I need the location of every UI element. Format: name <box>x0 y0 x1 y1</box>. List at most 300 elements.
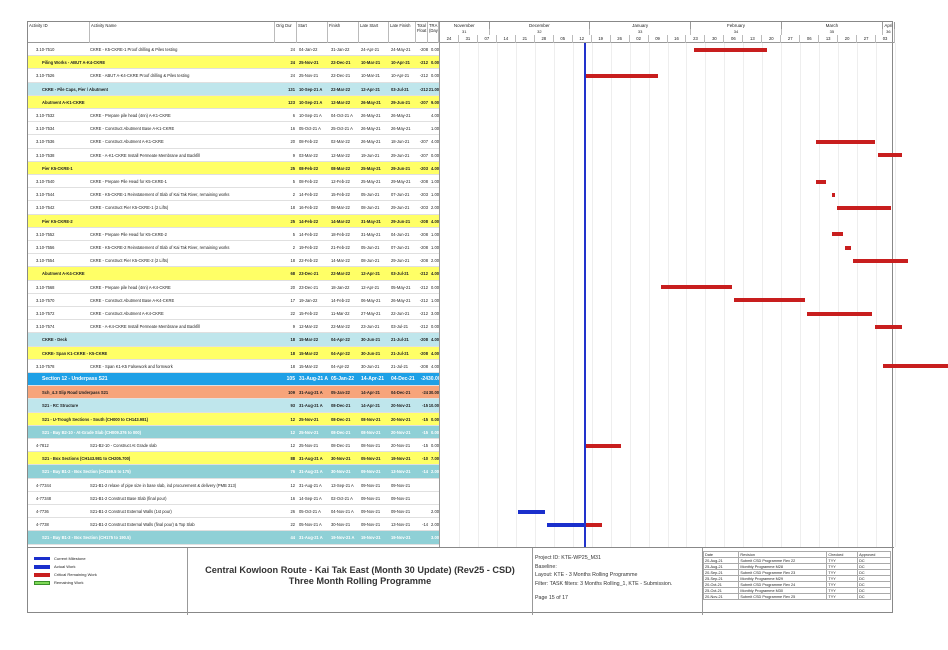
revision-cell: DC <box>858 594 891 600</box>
data-date-line <box>584 43 586 547</box>
start-date: 03-Mar-22 <box>299 152 318 158</box>
finish-date: 22-Mar-22 <box>331 324 350 330</box>
finish-date: 21-Feb-22 <box>331 245 350 250</box>
finish-date: 22-Mar-22 <box>331 86 351 92</box>
tra-days: 2.00 <box>431 258 439 264</box>
revision-cell: DC <box>858 558 891 564</box>
day-label: 31 <box>459 35 478 43</box>
wbs-group-row[interactable] <box>28 531 439 544</box>
finish-date: 08-Dec-21 <box>331 416 351 422</box>
activity-name: CKRE - Deck <box>42 337 68 343</box>
revision-cell: 20-Aug-21 <box>704 558 739 564</box>
activity-name: CKRE - Construct Pier K5-CKRE-1 (2 Lifts) <box>90 205 169 211</box>
finish-date: 22-Dec-21 <box>331 73 351 79</box>
late-start: 08-Nov-21 <box>361 416 381 422</box>
late-finish: 10-Apr-21 <box>391 60 410 66</box>
activity-row[interactable] <box>28 241 439 254</box>
activity-row[interactable] <box>28 492 439 505</box>
wbs-group-row[interactable] <box>28 452 439 465</box>
wbs-group-row[interactable] <box>28 373 439 386</box>
gridline <box>724 43 725 547</box>
day-label: 13 <box>743 35 762 43</box>
header-finish[interactable]: Finish <box>328 22 359 43</box>
critical-work-bar[interactable] <box>837 206 891 210</box>
orig-duration: 12 <box>290 429 295 435</box>
day-label: 05 <box>554 35 573 43</box>
orig-duration: 12 <box>290 443 295 448</box>
start-date: 25-Nov-21 <box>299 60 319 66</box>
day-label: 20 <box>762 35 781 43</box>
tra-days: 2.00 <box>431 509 439 514</box>
activity-name: CKRE - Pile Caps, Pier / Abutment <box>42 86 109 92</box>
start-date: 14-Feb-22 <box>299 231 318 237</box>
late-finish: 20-Nov-21 <box>391 403 411 409</box>
day-scale <box>440 35 895 43</box>
late-finish: 09-Nov-21 <box>391 482 411 488</box>
activity-name: CKRE - Construct Abutment Base A-K1-CKRE <box>90 126 175 132</box>
total-float: -15 <box>422 429 428 435</box>
month-label: November <box>440 22 490 29</box>
late-finish: 09-Nov-21 <box>391 495 411 501</box>
start-date: 14-Feb-22 <box>299 192 318 198</box>
critical-work-bar[interactable] <box>661 285 731 289</box>
finish-date: 14-Mar-22 <box>331 258 350 264</box>
tra-days: 1.00 <box>431 297 439 303</box>
activity-id: 3.10-7536 <box>36 139 55 145</box>
start-date: 15-Mar-22 <box>299 350 319 356</box>
critical-work-bar[interactable] <box>816 140 876 144</box>
start-date: 23-Dec-21 <box>299 284 319 290</box>
orig-duration: 88 <box>290 456 295 462</box>
activity-row[interactable] <box>28 254 439 267</box>
activity-row[interactable] <box>28 518 439 531</box>
activity-row[interactable] <box>28 439 439 452</box>
revision-cell: DC <box>858 570 891 576</box>
late-finish: 20-Nov-21 <box>391 416 411 422</box>
revision-cell: TYY <box>827 564 858 570</box>
orig-duration: 18 <box>290 205 295 211</box>
wbs-group-row[interactable] <box>28 399 439 412</box>
activity-name: CKRE - K5-CKRE-2 Reinstatement of Slab of Kai Tak River, remaining works <box>90 245 230 250</box>
day-label: 28 <box>535 35 554 43</box>
start-date: 05-Nov-21 A <box>299 522 322 528</box>
orig-duration: 25 <box>290 218 295 224</box>
gridline <box>649 43 650 547</box>
wbs-group-row[interactable] <box>28 162 439 175</box>
tra-days: 4.00 <box>431 363 439 369</box>
start-date: 25-Nov-21 <box>299 443 319 448</box>
wbs-group-row[interactable] <box>28 465 439 478</box>
header-activity-id[interactable]: Activity ID <box>28 22 90 43</box>
total-float: -212 <box>419 271 428 277</box>
month-label: January <box>590 22 691 29</box>
day-label: 24 <box>440 35 459 43</box>
late-start: 09-Nov-21 <box>361 522 381 528</box>
revision-body <box>704 558 891 600</box>
late-start: 06-May-21 <box>361 297 381 303</box>
revision-header-cell: Approved <box>858 552 891 558</box>
late-finish: 07-Jun-21 <box>391 245 410 250</box>
wbs-group-row[interactable] <box>28 215 439 228</box>
day-label: 13 <box>819 35 838 43</box>
week-number: 31 <box>440 29 490 35</box>
gridline <box>876 43 877 547</box>
total-float: -208 <box>419 47 428 52</box>
wbs-group-row[interactable] <box>28 347 439 360</box>
late-start: 05-Jun-21 <box>361 245 380 250</box>
start-date: 12-Mar-22 <box>299 324 318 330</box>
gridline <box>838 43 839 547</box>
orig-duration: 22 <box>290 522 295 528</box>
revision-cell: DC <box>858 564 891 570</box>
late-start: 23-Jun-21 <box>361 324 380 330</box>
orig-duration: 93 <box>290 403 295 409</box>
month-scale <box>440 22 895 29</box>
finish-date: 04-Apr-22 <box>331 363 350 369</box>
finish-date: 08-Mar-22 <box>331 205 350 211</box>
tra-days: 0.00 <box>431 416 439 422</box>
activity-row[interactable] <box>28 201 439 214</box>
legend-item-critical <box>34 572 97 577</box>
late-finish: 26-May-21 <box>391 113 411 118</box>
critical-work-bar[interactable] <box>878 153 902 157</box>
project-id: Project ID: KTE-WP25_M31 <box>535 555 601 561</box>
late-finish: 29-Jun-21 <box>391 99 411 105</box>
wbs-group-row[interactable] <box>28 386 439 399</box>
activity-row[interactable] <box>28 281 439 294</box>
gridline <box>762 43 763 547</box>
total-float: -208 <box>419 245 428 250</box>
day-label: 27 <box>857 35 876 43</box>
orig-duration: 12 <box>290 416 295 422</box>
total-float: -207 <box>419 139 428 145</box>
activity-row[interactable] <box>28 43 439 56</box>
revision-cell: DC <box>858 588 891 594</box>
tra-days: 4.00 <box>431 165 439 171</box>
table-header <box>28 22 439 43</box>
legend-label: Current Milestone <box>54 556 86 561</box>
late-finish: 04-Dec-21 <box>391 390 411 396</box>
activity-name: Pier K5-CKRE-1 <box>42 165 73 171</box>
finish-date: 25-Oct-21 A <box>331 126 353 132</box>
month-label: March <box>782 22 883 29</box>
total-float: -207 <box>419 152 428 158</box>
day-label: 12 <box>573 35 592 43</box>
start-date: 15-Feb-22 <box>299 311 318 316</box>
finish-date: 04-Oct-21 A <box>331 113 353 118</box>
critical-work-bar[interactable] <box>816 180 827 184</box>
revision-cell: Monthly Programme M28 <box>739 564 827 570</box>
late-start: 09-Nov-21 <box>361 469 381 475</box>
late-start: 30-Jun-21 <box>361 350 381 356</box>
activity-name: CKRE - K5-CKRE-1 Reinstatement of Slab of Kai Tak River, remaining works <box>90 192 230 198</box>
legend-label: Actual Work <box>54 564 76 569</box>
start-date: 19-Feb-22 <box>299 245 318 250</box>
activity-id: 3.10-7556 <box>36 245 55 250</box>
late-finish: 03-Jul-21 <box>391 86 409 92</box>
start-date: 25-Nov-21 <box>299 429 319 435</box>
activity-row[interactable] <box>28 360 439 373</box>
actual-work-bar[interactable] <box>547 523 585 527</box>
wbs-group-row[interactable] <box>28 56 439 69</box>
month-label: December <box>490 22 591 29</box>
total-float: -15 <box>422 403 428 409</box>
orig-duration: 6 <box>292 113 295 118</box>
header-activity-name[interactable]: Activity Name <box>90 22 275 43</box>
critical-work-bar[interactable] <box>883 364 948 368</box>
activity-name: S21 - RC Structure <box>42 403 79 409</box>
start-date: 14-Sep-21 A <box>299 495 322 501</box>
total-float: -208 <box>419 363 428 369</box>
total-float: -212 <box>419 297 428 303</box>
activity-name: S21 - Box Sections (CH143.981 to CH205.700) <box>42 456 131 462</box>
start-date: 25-Nov-21 <box>299 73 319 79</box>
late-finish: 04-Dec-21 <box>391 376 415 382</box>
start-date: 10-Sep-21 A <box>299 99 323 105</box>
wbs-group-row[interactable] <box>28 83 439 96</box>
header-total-float[interactable]: Total Float <box>416 22 428 43</box>
start-date: 05-Oct-21 A <box>299 509 321 514</box>
critical-work-bar[interactable] <box>807 312 872 316</box>
actual-work-bar[interactable] <box>518 510 545 514</box>
late-start: 30-Jun-21 <box>361 363 380 369</box>
critical-work-bar[interactable] <box>845 246 850 250</box>
tra-days: 4.00 <box>431 218 439 224</box>
late-start: 08-Nov-21 <box>361 443 381 448</box>
finish-date: 18-Jan-22 <box>331 284 350 290</box>
activity-row[interactable] <box>28 149 439 162</box>
day-label: 30 <box>705 35 724 43</box>
legend-item-milestone <box>34 556 86 561</box>
finish-date: 19-Nov-21 A <box>331 535 355 541</box>
late-finish: 13-Nov-21 <box>391 469 411 475</box>
total-float: -203 <box>419 165 428 171</box>
finish-date: 12-Mar-22 <box>331 99 351 105</box>
late-start: 30-Jun-21 <box>361 337 381 343</box>
activity-row[interactable] <box>28 320 439 333</box>
gridline <box>592 43 593 547</box>
activity-id: 3.10-7532 <box>36 113 55 118</box>
activity-name: S21 - Bay B2-10 - At-Grade Slab (CH009.376 to 000) <box>42 429 142 435</box>
orig-duration: 20 <box>290 139 295 145</box>
activity-row[interactable] <box>28 135 439 148</box>
start-date: 31-Aug-21 A <box>299 535 323 541</box>
finish-date: 12-Mar-22 <box>331 152 350 158</box>
critical-work-bar[interactable] <box>853 259 907 263</box>
wbs-group-row[interactable] <box>28 333 439 346</box>
critical-work-bar[interactable] <box>694 48 767 52</box>
week-number: 34 <box>691 29 782 35</box>
revision-cell: TYY <box>827 594 858 600</box>
tra-days: 1.00 <box>431 231 439 237</box>
start-date: 14-Feb-22 <box>299 218 319 224</box>
finish-date: 14-Feb-22 <box>331 297 350 303</box>
legend-label: Remaining Work <box>54 580 84 585</box>
wbs-group-row[interactable] <box>28 267 439 280</box>
day-label: 07 <box>478 35 497 43</box>
revision-cell: Submit CSD Programme Rev 25 <box>739 594 827 600</box>
activity-row[interactable] <box>28 122 439 135</box>
critical-work-bar[interactable] <box>875 325 902 329</box>
orig-duration: 18 <box>290 337 295 343</box>
gridline <box>800 43 801 547</box>
activity-row[interactable] <box>28 175 439 188</box>
activity-row[interactable] <box>28 294 439 307</box>
week-number: 35 <box>782 29 883 35</box>
critical-work-bar[interactable] <box>585 74 658 78</box>
header-late-finish[interactable]: Late Finish <box>389 22 416 43</box>
legend-swatch <box>34 573 50 577</box>
revision-cell: Submit CSD Programme Rev 22 <box>739 558 827 564</box>
late-start: 05-Jun-21 <box>361 192 380 198</box>
baseline: Baseline: <box>535 563 557 570</box>
orig-duration: 24 <box>290 60 295 66</box>
critical-work-bar[interactable] <box>832 232 843 236</box>
start-date: 25-Nov-21 <box>299 416 319 422</box>
header-tra[interactable]: TRA (Day <box>428 22 439 43</box>
tra-days: 4.00 <box>431 139 439 145</box>
activity-name: Abutment A-K1-CKRE <box>42 99 85 105</box>
critical-work-bar[interactable] <box>585 444 620 448</box>
header-orig-dur[interactable]: Orig Dur <box>275 22 297 43</box>
activity-name: CKRE - Construct Abutment Base A-K4-CKRE <box>90 297 175 303</box>
revision-cell: TYY <box>827 570 858 576</box>
critical-work-bar[interactable] <box>734 298 804 302</box>
finish-date: 04-Apr-22 <box>331 337 350 343</box>
orig-duration: 16 <box>290 495 295 501</box>
gridline <box>516 43 517 547</box>
tra-days: 2.00 <box>431 522 439 528</box>
total-float: -203 <box>419 192 428 198</box>
wbs-group-row[interactable] <box>28 413 439 426</box>
finish-date: 22-Dec-21 <box>331 60 351 66</box>
tra-days: 0.00 <box>431 152 439 158</box>
late-finish: 03-Jul-21 <box>391 324 409 330</box>
start-date: 23-Dec-21 <box>299 271 319 277</box>
finish-date: 08-Dec-21 <box>331 443 351 448</box>
gridline <box>497 43 498 547</box>
start-date: 10-Sep-21 A <box>299 113 322 118</box>
total-float: -208 <box>419 337 428 343</box>
gridline <box>705 43 706 547</box>
revision-row <box>704 594 891 600</box>
late-start: 14-Apr-21 <box>361 390 380 396</box>
finish-date: 05-Jan-22 <box>331 376 355 382</box>
activity-row[interactable] <box>28 69 439 82</box>
tra-days: 9.00 <box>431 99 439 105</box>
late-start: 10-Mar-21 <box>361 73 380 79</box>
total-float: -212 <box>419 60 428 66</box>
finish-date: 04-Apr-22 <box>331 350 350 356</box>
footer <box>28 547 894 614</box>
late-start: 12-Apr-21 <box>361 284 380 290</box>
late-start: 05-Nov-21 <box>361 456 381 462</box>
start-date: 19-Jan-22 <box>299 297 318 303</box>
total-float: -10 <box>422 456 428 462</box>
gridline <box>535 43 536 547</box>
gridline <box>781 43 782 547</box>
total-float: -15 <box>422 416 428 422</box>
activity-name: CKRE - Prepare pile head (4nn) A-K4-CKRE <box>90 284 171 290</box>
tra-days: 30.00 <box>428 390 439 396</box>
start-date: 31-Aug-21 A <box>299 390 323 396</box>
tra-days: 2.00 <box>431 469 439 475</box>
wbs-group-row[interactable] <box>28 426 439 439</box>
programme-title: Central Kowloon Route - Kai Tak East (Month 30 Update) (Rev25 - CSD) <box>205 565 515 575</box>
late-start: 14-Apr-21 <box>361 403 380 409</box>
activity-name: S21 - Bay B1-3 - Box Section (CH175 to 190.5) <box>42 535 131 541</box>
tra-days: 0.00 <box>431 443 439 448</box>
activity-name: CKRE - Construct Abutment A-K4-CKRE <box>90 311 164 316</box>
activity-row[interactable] <box>28 228 439 241</box>
start-date: 05-Oct-21 A <box>299 126 321 132</box>
month-label: Apri <box>883 22 895 29</box>
late-finish: 05-May-21 <box>391 284 411 290</box>
activity-row[interactable] <box>28 109 439 122</box>
activity-id: 3.10-7552 <box>36 231 55 237</box>
orig-duration: 9 <box>292 324 295 330</box>
activity-id: 3.10-7534 <box>36 126 55 132</box>
activity-name: S21 - U-Trough Sections - South (CH000 to CH143.981) <box>42 416 149 422</box>
start-date: 31-Aug-21 A <box>299 469 323 475</box>
day-label: 06 <box>800 35 819 43</box>
late-start: 10-Mar-21 <box>361 60 381 66</box>
revision-cell: 25-Oct-21 <box>704 588 739 594</box>
finish-date: 18-Feb-22 <box>331 231 350 237</box>
finish-date: 31-Jan-22 <box>331 47 350 52</box>
orig-duration: 123 <box>288 99 295 105</box>
tra-days: 1.00 <box>431 245 439 250</box>
activity-row[interactable] <box>28 307 439 320</box>
activity-row[interactable] <box>28 505 439 518</box>
header-start[interactable]: Start <box>297 22 328 43</box>
late-start: 12-Apr-21 <box>361 271 380 277</box>
legend-item-remaining <box>34 580 84 585</box>
day-label: 03 <box>876 35 895 43</box>
activity-name: Section 12 - Underpass S21 <box>42 376 108 382</box>
activity-name: S21-B1-2 Construct External Walls (1st pour) <box>90 509 172 514</box>
orig-duration: 18 <box>290 350 295 356</box>
late-start: 09-Nov-21 <box>361 482 381 488</box>
wbs-group-row[interactable] <box>28 96 439 109</box>
late-finish: 09-Nov-21 <box>391 509 411 514</box>
activity-id: 4-7736 <box>36 509 49 514</box>
late-finish: 04-Jun-21 <box>391 231 410 237</box>
start-date: 08-Feb-22 <box>299 139 318 145</box>
tra-days: 4.00 <box>431 337 439 343</box>
activity-row[interactable] <box>28 188 439 201</box>
finish-date: 12-Feb-22 <box>331 179 350 184</box>
orig-duration: 131 <box>288 86 295 92</box>
start-date: 31-Aug-21 A <box>299 403 323 409</box>
orig-duration: 2 <box>292 192 295 198</box>
day-label: 23 <box>686 35 705 43</box>
header-late-start[interactable]: Late Start <box>359 22 389 43</box>
activity-row[interactable] <box>28 479 439 492</box>
late-finish: 10-Apr-21 <box>391 73 410 79</box>
page-number: Page 15 of 17 <box>535 595 568 601</box>
late-finish: 20-Nov-21 <box>391 429 411 435</box>
activity-table <box>28 22 439 547</box>
day-label: 02 <box>630 35 649 43</box>
late-finish: 26-May-21 <box>391 126 411 132</box>
month-label: February <box>691 22 782 29</box>
critical-work-bar[interactable] <box>585 523 601 527</box>
finish-date: 08-Dec-21 <box>331 403 351 409</box>
day-label: 20 <box>838 35 857 43</box>
start-date: 15-Mar-22 <box>299 337 319 343</box>
critical-work-bar[interactable] <box>832 193 835 197</box>
